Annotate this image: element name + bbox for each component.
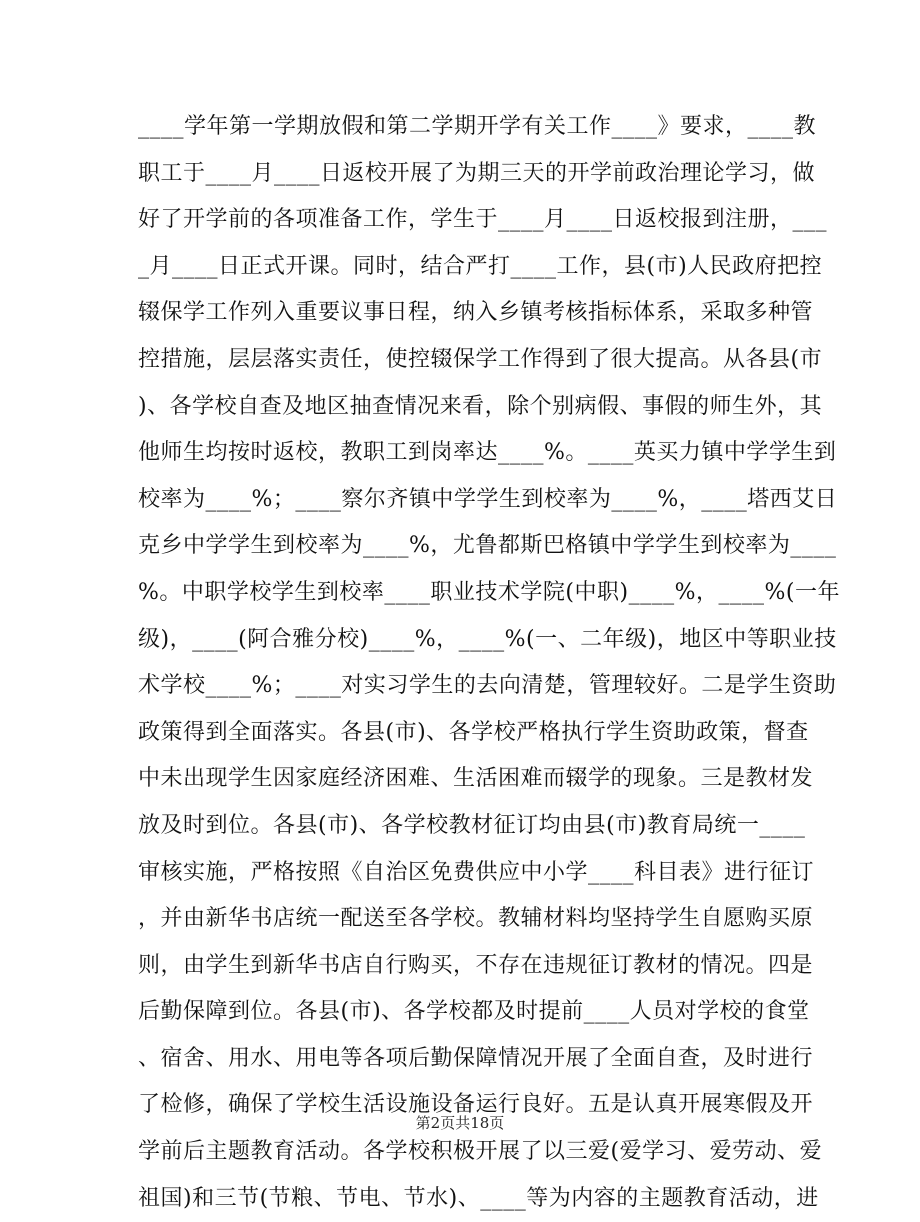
text-line: 学前后主题教育活动。各学校积极开展了以三爱(爱学习、爱劳动、爱 [138,1139,823,1165]
text-line: _月____日正式开课。同时，结合严打____工作，县(市)人民政府把控 [138,253,823,279]
text-line: 了检修，确保了学校生活设施设备运行良好。五是认真开展寒假及开 [138,1092,814,1118]
text-line: 放及时到位。各县(市)、各学校教材征订均由县(市)教育局统一____ [138,812,806,838]
text-line: 后勤保障到位。各县(市)、各学校都及时提前____人员对学校的食堂 [138,999,810,1025]
text-line: 级)，____(阿合雅分校)____%，____%(一、二年级)，地区中等职业技 [138,626,837,652]
text-line: ____学年第一学期放假和第二学期开学有关工作____》要求，____教 [138,114,817,139]
text-line: 克乡中学学生到校率为____%，尤鲁都斯巴格镇中学学生到校率为____ [138,533,837,559]
text-line: 、宿舍、用水、用电等各项后勤保障情况开展了全面自查，及时进行 [138,1045,814,1071]
text-line: 审核实施，严格按照《自治区免费供应中小学____科目表》进行征订 [138,859,815,885]
text-line: 控措施，层层落实责任，使控辍保学工作得到了很大提高。从各县(市 [138,346,823,372]
page-number-footer: 第2页共18页 [415,1114,505,1132]
text-line: 好了开学前的各项准备工作，学生于____月____日返校报到注册，___ [138,207,828,233]
text-line: 他师生均按时返校，教职工到岗率达____%。____英买力镇中学学生到 [138,440,837,466]
text-line: 则，由学生到新华书店自行购买，不存在违规征订教材的情况。四是 [138,952,814,978]
text-line: 祖国)和三节(节粮、节电、节水)、____等为内容的主题教育活动，进 [138,1185,819,1211]
text-line: ，并由新华书店统一配送至各学校。教辅材料均坚持学生自愿购买原 [138,906,814,932]
text-line: 政策得到全面落实。各县(市)、各学校严格执行学生资助政策，督查 [138,719,809,745]
text-line: 术学校____%；____对实习学生的去向清楚，管理较好。二是学生资助 [138,673,837,699]
text-line: 校率为____%；____察尔齐镇中学学生到校率为____%，____塔西艾日 [138,486,838,512]
text-line: )、各学校自查及地区抽查情况来看，除个别病假、事假的师生外，其 [138,393,823,419]
text-line: 中未出现学生因家庭经济困难、生活困难而辍学的现象。三是教材发 [138,766,814,792]
text-line: 辍保学工作列入重要议事日程，纳入乡镇考核指标体系，采取多种管 [138,300,814,326]
text-line: 职工于____月____日返校开展了为期三天的开学前政治理论学习，做 [138,160,816,186]
document-body [138,104,840,1222]
text-line: %。中职学校学生到校率____职业技术学院(中职)____%，____%(一年 [138,579,840,605]
